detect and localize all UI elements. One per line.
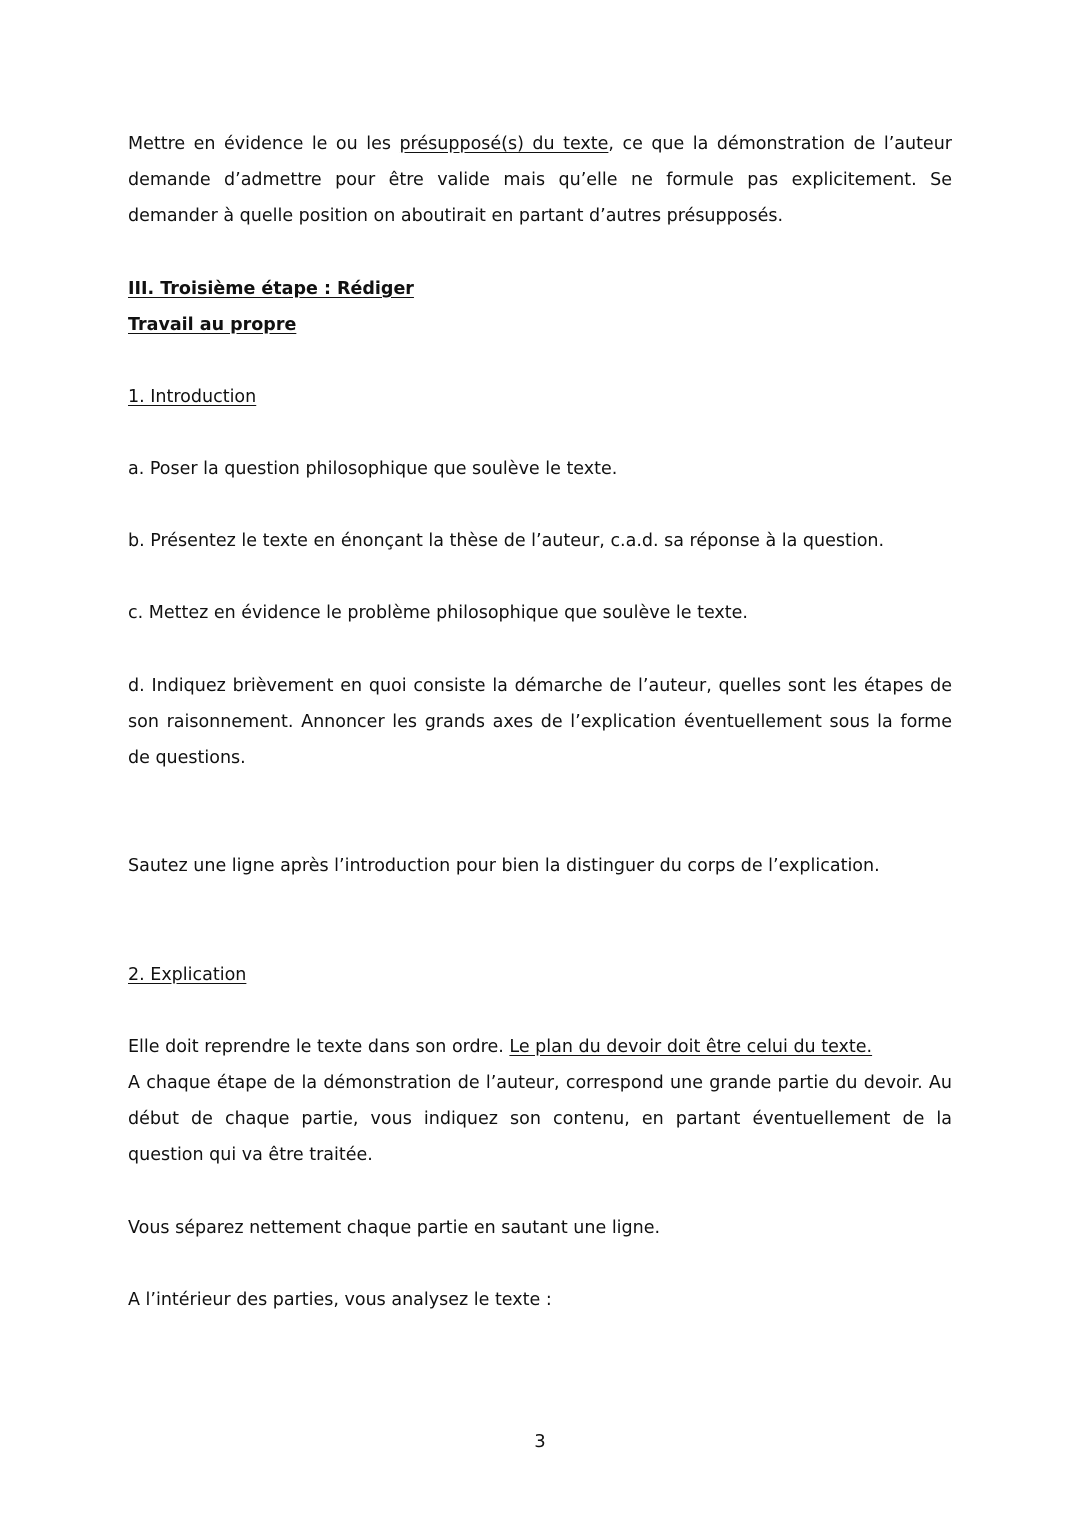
introduction-heading-text: 1. Introduction [128, 387, 257, 407]
explication-heading [128, 957, 952, 993]
explication-heading-text: 2. Explication [128, 965, 247, 985]
section-3-subheading-text: Travail au propre [128, 315, 297, 335]
page-number: 3 [534, 1431, 546, 1452]
paragraph-skip-line: Sautez une ligne après l’introduction pour bien la distinguer du corps de l’explication. [128, 856, 880, 876]
paragraph-separate-parts: Vous séparez nettement chaque partie en sautant une ligne. [128, 1218, 661, 1238]
presupposes-text-start: Mettre en évidence le ou les [128, 134, 400, 154]
presupposes-text-end: , ce que la démonstration de l’auteur demande d’admettre pour être valide mais qu’elle ne formule pas explicitement. Se demander à quelle position on aboutirait en partant d’autres présupposés. [128, 134, 952, 226]
section-3-subheading [128, 307, 952, 343]
explication-underlined: Le plan du devoir doit être celui du texte. [509, 1037, 873, 1057]
intro-item-a: a. Poser la question philosophique que soulève le texte. [128, 459, 618, 479]
explication-continuation: A chaque étape de la démonstration de l’auteur, correspond une grande partie du devoir. Au début de chaque partie, vous indiquez son contenu, en partant éventuellement de la question qui va être traitée. [128, 1073, 952, 1165]
intro-item-c: c. Mettez en évidence le problème philosophique que soulève le texte. [128, 603, 748, 623]
introduction-heading [128, 379, 952, 415]
paragraph-explication [128, 1029, 952, 1173]
paragraph-analyse: A l’intérieur des parties, vous analysez le texte : [128, 1290, 552, 1310]
intro-item-d: d. Indiquez brièvement en quoi consiste la démarche de l’auteur, quelles sont les étapes de son raisonnement. Annoncer les grands axes de l’explication éventuellement sous la forme de questions. [128, 676, 952, 768]
intro-item-b: b. Présentez le texte en énonçant la thèse de l’auteur, c.a.d. sa réponse à la question. [128, 531, 885, 551]
explication-text-start: Elle doit reprendre le texte dans son ordre. [128, 1037, 510, 1057]
explication-first-line [128, 1029, 952, 1065]
section-3-heading-text: III. Troisième étape : Rédiger [128, 279, 414, 299]
presupposes-underlined: présupposé(s) du texte [399, 134, 609, 154]
section-3-heading [128, 271, 952, 307]
paragraph-presupposes [128, 126, 952, 234]
